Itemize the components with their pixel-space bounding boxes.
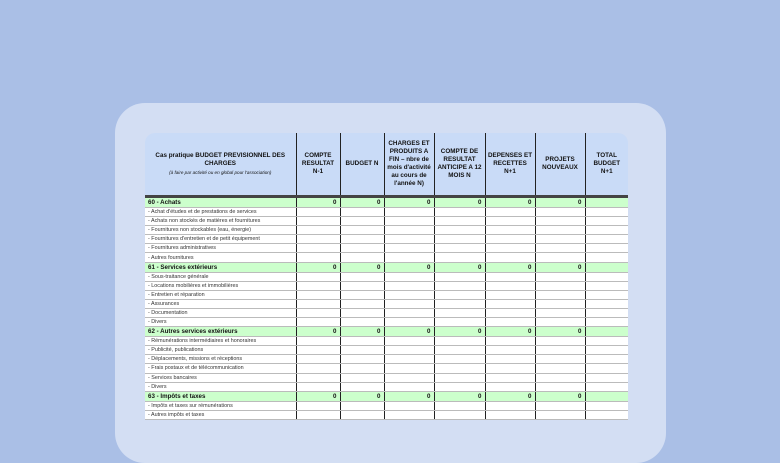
input-cell[interactable] <box>485 281 535 290</box>
line-item-label[interactable]: - Achat d'études et de prestations de services <box>145 208 296 217</box>
input-cell[interactable] <box>434 318 485 327</box>
section-value-cell[interactable]: 0 <box>384 262 434 272</box>
input-cell[interactable] <box>585 244 628 253</box>
column-header: TOTAL BUDGET N+1 <box>585 133 628 197</box>
input-cell[interactable] <box>296 337 340 346</box>
input-cell[interactable] <box>434 337 485 346</box>
input-cell[interactable] <box>485 346 535 355</box>
input-cell[interactable] <box>340 299 384 308</box>
input-cell[interactable] <box>296 217 340 226</box>
input-cell[interactable] <box>296 281 340 290</box>
line-item-label[interactable]: - Impôts et taxes sur rémunérations <box>145 401 296 410</box>
line-item-label[interactable]: - Fournitures d'entretien et de petit équipement <box>145 235 296 244</box>
input-cell[interactable] <box>585 281 628 290</box>
input-cell[interactable] <box>485 244 535 253</box>
input-cell[interactable] <box>434 244 485 253</box>
input-cell[interactable] <box>340 364 384 373</box>
input-cell[interactable] <box>296 318 340 327</box>
input-cell[interactable] <box>585 308 628 317</box>
table-row <box>145 401 628 410</box>
input-cell[interactable] <box>340 235 384 244</box>
input-cell[interactable] <box>485 253 535 262</box>
section-value-cell[interactable]: 0 <box>296 391 340 401</box>
section-value-cell[interactable]: 0 <box>535 327 585 337</box>
table-row <box>145 346 628 355</box>
input-cell[interactable] <box>296 244 340 253</box>
section-value-cell[interactable]: 0 <box>485 391 535 401</box>
line-item-label[interactable]: - Autres impôts et taxes <box>145 410 296 419</box>
input-cell[interactable] <box>384 281 434 290</box>
input-cell[interactable] <box>485 308 535 317</box>
input-cell[interactable] <box>585 373 628 382</box>
input-cell[interactable] <box>585 217 628 226</box>
section-value-cell[interactable]: 0 <box>340 391 384 401</box>
input-cell[interactable] <box>384 217 434 226</box>
input-cell[interactable] <box>384 382 434 391</box>
table-row <box>145 373 628 382</box>
input-cell[interactable] <box>535 355 585 364</box>
budget-spreadsheet <box>145 133 628 420</box>
column-header: BUDGET N <box>340 133 384 197</box>
header-row <box>145 133 628 197</box>
input-cell[interactable] <box>585 299 628 308</box>
input-cell[interactable] <box>585 382 628 391</box>
input-cell[interactable] <box>585 235 628 244</box>
section-value-cell[interactable]: 0 <box>434 391 485 401</box>
input-cell[interactable] <box>485 272 535 281</box>
line-item-label[interactable]: - Publicité, publications <box>145 346 296 355</box>
input-cell[interactable] <box>340 208 384 217</box>
input-cell[interactable] <box>434 401 485 410</box>
input-cell[interactable] <box>485 337 535 346</box>
input-cell[interactable] <box>296 401 340 410</box>
input-cell[interactable] <box>535 226 585 235</box>
input-cell[interactable] <box>340 373 384 382</box>
input-cell[interactable] <box>434 308 485 317</box>
input-cell[interactable] <box>434 373 485 382</box>
column-header: DEPENSES ET RECETTES N+1 <box>485 133 535 197</box>
input-cell[interactable] <box>535 373 585 382</box>
input-cell[interactable] <box>384 355 434 364</box>
input-cell[interactable] <box>434 382 485 391</box>
input-cell[interactable] <box>384 364 434 373</box>
input-cell[interactable] <box>340 308 384 317</box>
input-cell[interactable] <box>485 373 535 382</box>
table-row <box>145 355 628 364</box>
input-cell[interactable] <box>340 382 384 391</box>
table-title-cell <box>145 133 296 197</box>
section-value-cell[interactable]: 0 <box>485 262 535 272</box>
input-cell[interactable] <box>535 308 585 317</box>
section-value-cell[interactable]: 0 <box>340 327 384 337</box>
input-cell[interactable] <box>535 337 585 346</box>
input-cell[interactable] <box>485 290 535 299</box>
input-cell[interactable] <box>585 226 628 235</box>
input-cell[interactable] <box>384 253 434 262</box>
input-cell[interactable] <box>535 290 585 299</box>
section-value-cell[interactable] <box>585 327 628 337</box>
input-cell[interactable] <box>296 382 340 391</box>
section-value-cell[interactable]: 0 <box>296 197 340 208</box>
section-value-cell[interactable]: 0 <box>485 327 535 337</box>
input-cell[interactable] <box>535 208 585 217</box>
line-item-label[interactable]: - Documentation <box>145 308 296 317</box>
section-value-cell[interactable]: 0 <box>434 327 485 337</box>
input-cell[interactable] <box>340 355 384 364</box>
input-cell[interactable] <box>585 337 628 346</box>
input-cell[interactable] <box>340 281 384 290</box>
table-row <box>145 208 628 217</box>
line-item-label[interactable]: - Locations mobilières et immobilières <box>145 281 296 290</box>
input-cell[interactable] <box>384 272 434 281</box>
line-item-label[interactable]: - Achats non stockés de matières et fournitures <box>145 217 296 226</box>
input-cell[interactable] <box>296 272 340 281</box>
section-label[interactable]: 61 - Services extérieurs <box>145 262 296 272</box>
section-value-cell[interactable]: 0 <box>340 262 384 272</box>
input-cell[interactable] <box>585 290 628 299</box>
table-row <box>145 318 628 327</box>
input-cell[interactable] <box>585 355 628 364</box>
table-row <box>145 364 628 373</box>
input-cell[interactable] <box>384 337 434 346</box>
input-cell[interactable] <box>296 290 340 299</box>
input-cell[interactable] <box>434 235 485 244</box>
line-item-label[interactable]: - Rémunérations intermédiaires et honoraires <box>145 337 296 346</box>
table-row <box>145 337 628 346</box>
input-cell[interactable] <box>384 373 434 382</box>
input-cell[interactable] <box>384 235 434 244</box>
input-cell[interactable] <box>585 208 628 217</box>
input-cell[interactable] <box>535 244 585 253</box>
input-cell[interactable] <box>485 226 535 235</box>
section-label[interactable]: 62 - Autres services extérieurs <box>145 327 296 337</box>
section-value-cell[interactable]: 0 <box>384 327 434 337</box>
input-cell[interactable] <box>296 226 340 235</box>
table-row <box>145 235 628 244</box>
section-value-cell[interactable]: 0 <box>434 262 485 272</box>
table-row <box>145 272 628 281</box>
section-value-cell[interactable]: 0 <box>535 197 585 208</box>
input-cell[interactable] <box>340 290 384 299</box>
table-row <box>145 253 628 262</box>
table-row <box>145 290 628 299</box>
input-cell[interactable] <box>434 272 485 281</box>
table-title: Cas pratique BUDGET PREVISIONNEL DES CHARGES <box>155 151 286 167</box>
input-cell[interactable] <box>535 217 585 226</box>
input-cell[interactable] <box>535 318 585 327</box>
table-row <box>145 299 628 308</box>
line-item-label[interactable]: - Frais postaux et de télécommunication <box>145 364 296 373</box>
section-row <box>145 197 628 208</box>
column-header: COMPTE DE RESULTAT ANTICIPE A 12 MOIS N <box>434 133 485 197</box>
section-value-cell[interactable]: 0 <box>384 197 434 208</box>
section-value-cell[interactable] <box>585 197 628 208</box>
input-cell[interactable] <box>485 401 535 410</box>
input-cell[interactable] <box>340 272 384 281</box>
input-cell[interactable] <box>434 226 485 235</box>
input-cell[interactable] <box>296 364 340 373</box>
input-cell[interactable] <box>485 382 535 391</box>
input-cell[interactable] <box>535 253 585 262</box>
input-cell[interactable] <box>434 208 485 217</box>
input-cell[interactable] <box>434 281 485 290</box>
input-cell[interactable] <box>585 346 628 355</box>
section-label[interactable]: 60 - Achats <box>145 197 296 208</box>
line-item-label[interactable]: - Assurances <box>145 299 296 308</box>
section-value-cell[interactable]: 0 <box>485 197 535 208</box>
input-cell[interactable] <box>434 299 485 308</box>
section-value-cell[interactable] <box>585 262 628 272</box>
section-value-cell[interactable]: 0 <box>340 197 384 208</box>
input-cell[interactable] <box>384 208 434 217</box>
line-item-label[interactable]: - Autres fournitures <box>145 253 296 262</box>
input-cell[interactable] <box>485 299 535 308</box>
input-cell[interactable] <box>535 382 585 391</box>
section-value-cell[interactable]: 0 <box>535 262 585 272</box>
input-cell[interactable] <box>384 290 434 299</box>
input-cell[interactable] <box>434 355 485 364</box>
input-cell[interactable] <box>485 217 535 226</box>
input-cell[interactable] <box>296 235 340 244</box>
input-cell[interactable] <box>535 401 585 410</box>
input-cell[interactable] <box>485 355 535 364</box>
input-cell[interactable] <box>384 318 434 327</box>
input-cell[interactable] <box>585 253 628 262</box>
section-value-cell[interactable] <box>585 391 628 401</box>
input-cell[interactable] <box>485 208 535 217</box>
column-header: PROJETS NOUVEAUX <box>535 133 585 197</box>
input-cell[interactable] <box>434 290 485 299</box>
input-cell[interactable] <box>535 346 585 355</box>
input-cell[interactable] <box>340 244 384 253</box>
input-cell[interactable] <box>485 318 535 327</box>
table-row <box>145 226 628 235</box>
input-cell[interactable] <box>340 226 384 235</box>
input-cell[interactable] <box>340 318 384 327</box>
table-row <box>145 308 628 317</box>
section-row <box>145 391 628 401</box>
input-cell[interactable] <box>384 346 434 355</box>
line-item-label[interactable]: - Déplacements, missions et réceptions <box>145 355 296 364</box>
input-cell[interactable] <box>535 299 585 308</box>
section-value-cell[interactable]: 0 <box>535 391 585 401</box>
input-cell[interactable] <box>340 217 384 226</box>
input-cell[interactable] <box>535 281 585 290</box>
table-row <box>145 244 628 253</box>
input-cell[interactable] <box>340 346 384 355</box>
input-cell[interactable] <box>384 308 434 317</box>
input-cell[interactable] <box>585 318 628 327</box>
input-cell[interactable] <box>535 235 585 244</box>
input-cell[interactable] <box>434 364 485 373</box>
table-row <box>145 281 628 290</box>
input-cell[interactable] <box>535 272 585 281</box>
section-label[interactable]: 63 - Impôts et taxes <box>145 391 296 401</box>
line-item-label[interactable]: - Entretien et réparation <box>145 290 296 299</box>
line-item-label[interactable]: - Services bancaires <box>145 373 296 382</box>
input-cell[interactable] <box>296 208 340 217</box>
input-cell[interactable] <box>296 346 340 355</box>
line-item-label[interactable]: - Divers <box>145 318 296 327</box>
input-cell[interactable] <box>485 235 535 244</box>
input-cell[interactable] <box>296 355 340 364</box>
section-value-cell[interactable]: 0 <box>384 391 434 401</box>
section-value-cell[interactable]: 0 <box>434 197 485 208</box>
input-cell[interactable] <box>384 401 434 410</box>
column-header: COMPTE RESULTAT N-1 <box>296 133 340 197</box>
section-row <box>145 327 628 337</box>
input-cell[interactable] <box>434 217 485 226</box>
input-cell[interactable] <box>340 401 384 410</box>
input-cell[interactable] <box>384 299 434 308</box>
table-body <box>145 197 628 420</box>
line-item-label[interactable]: - Divers <box>145 382 296 391</box>
table-subtitle: (à faire par activité ou en global pour l'association) <box>169 169 272 175</box>
section-value-cell[interactable]: 0 <box>296 327 340 337</box>
input-cell[interactable] <box>296 308 340 317</box>
line-item-label[interactable]: - Fournitures non stockables (eau, énergie) <box>145 226 296 235</box>
input-cell[interactable] <box>296 253 340 262</box>
line-item-label[interactable]: - Sous-traitance générale <box>145 272 296 281</box>
table-row <box>145 382 628 391</box>
input-cell[interactable] <box>585 272 628 281</box>
input-cell[interactable] <box>585 364 628 373</box>
section-row <box>145 262 628 272</box>
line-item-label[interactable]: - Fournitures administratives <box>145 244 296 253</box>
column-header: CHARGES ET PRODUITS A FIN – nbre de mois d'activité au cours de l'année N) <box>384 133 434 197</box>
table-row <box>145 217 628 226</box>
input-cell[interactable] <box>535 364 585 373</box>
input-cell[interactable] <box>384 244 434 253</box>
input-cell[interactable] <box>485 364 535 373</box>
section-value-cell[interactable]: 0 <box>296 262 340 272</box>
input-cell[interactable] <box>296 299 340 308</box>
budget-table <box>145 133 628 420</box>
input-cell[interactable] <box>296 373 340 382</box>
input-cell[interactable] <box>585 401 628 410</box>
input-cell[interactable] <box>340 253 384 262</box>
input-cell[interactable] <box>384 226 434 235</box>
input-cell[interactable] <box>434 253 485 262</box>
input-cell[interactable] <box>434 346 485 355</box>
input-cell[interactable] <box>340 337 384 346</box>
